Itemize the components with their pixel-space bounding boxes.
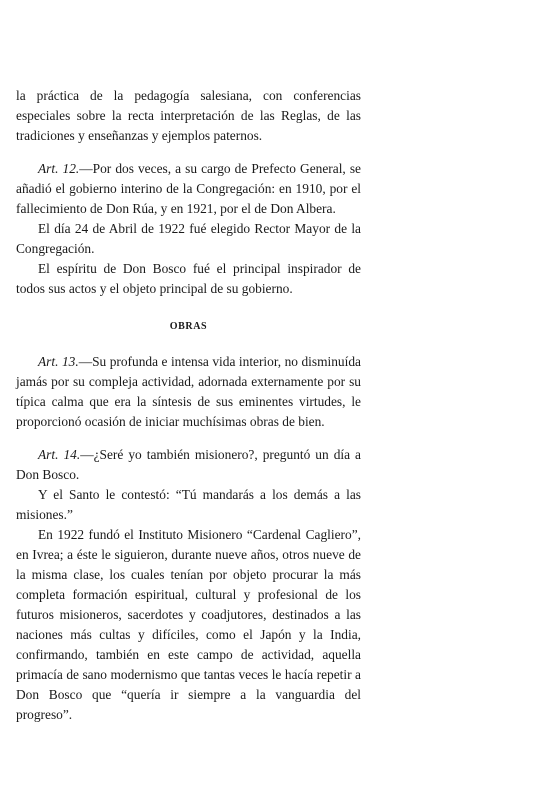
art-12-text: —Por dos veces, a su cargo de Prefecto General, se añadió el gobierno interino de la Congregación: en 1910, por el fallecimiento de Don Rúa, y en 1921, por el de Don Albera. — [16, 161, 361, 216]
art-13-label: Art. 13. — [38, 354, 79, 369]
paragraph-7: Y el Santo le contestó: “Tú mandarás a los demás a las misiones.” — [16, 487, 361, 522]
section-title-obras: OBRAS — [169, 321, 208, 332]
paragraph-art-12 — [16, 159, 361, 219]
art-13-text: —Su profunda e intensa vida interior, no disminuída jamás por su compleja actividad, adornada externamente por su típica calma que era la síntesis de sus eminentes virtudes, le proporcionó ocasión de iniciar muchísimas obras de bien. — [16, 354, 361, 429]
paragraph-8: En 1922 fundó el Instituto Misionero “Cardenal Cagliero”, en Ivrea; a éste le siguieron, durante nueve años, otros nueve de la misma clase, los cuales tenían por objeto procurar la más completa formación espiritual, cultural y profesional de los futuros misioneros, sacerdotes y coadjutores, destinados a las naciones más cultas y difíciles, como el Japón y la India, confirmando, también en este campo de actividad, aquella primacía de sano modernismo que tantas veces le hacía repetir a Don Bosco que “quería ir siempre a la vanguardia del progreso”. — [16, 527, 361, 722]
art-12-label: Art. 12. — [38, 161, 80, 176]
page-text — [16, 86, 361, 725]
paragraph-4: El espíritu de Don Bosco fué el principal inspirador de todos sus actos y el objeto principal de su gobierno. — [16, 261, 361, 296]
art-14-label: Art. 14. — [38, 447, 81, 462]
paragraph-3: El día 24 de Abril de 1922 fué elegido Rector Mayor de la Congregación. — [16, 221, 361, 256]
paragraph-1: la práctica de la pedagogía salesiana, con conferencias especiales sobre la recta interpretación de las Reglas, de las tradiciones y enseñanzas y ejemplos paternos. — [16, 88, 361, 143]
art-14-text: —¿Seré yo también misionero?, preguntó un día a Don Bosco. — [16, 447, 361, 482]
paragraph-art-13 — [16, 352, 361, 432]
paragraph-art-14 — [16, 445, 361, 485]
